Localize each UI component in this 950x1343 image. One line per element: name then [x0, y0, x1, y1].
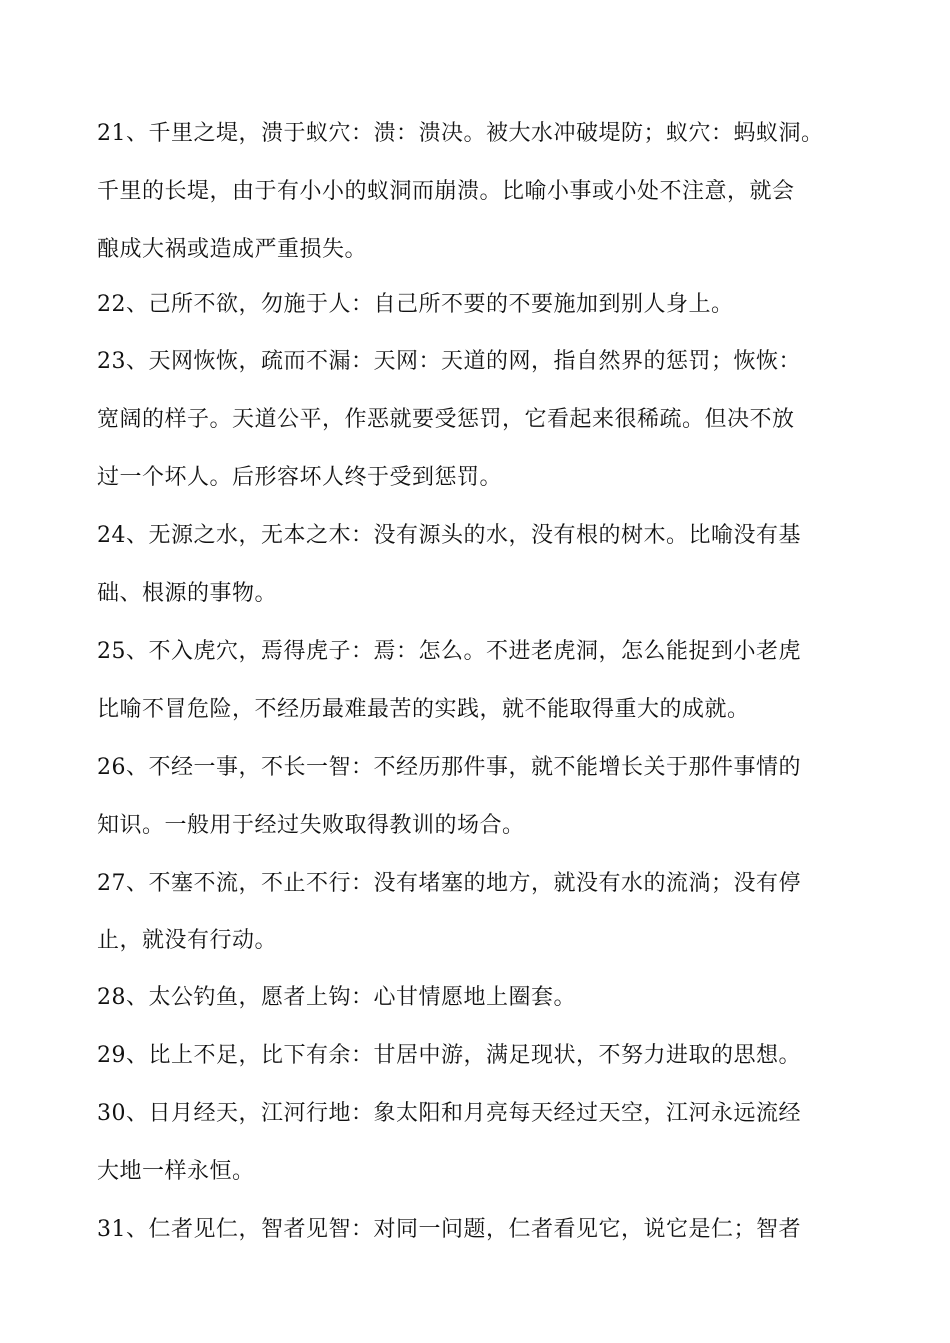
- text-line: 宽阔的样子。天道公平，作恶就要受惩罚，它看起来很稀疏。但决不放: [97, 407, 795, 432]
- text-line: 比喻不冒危险，不经历最难最苦的实践，就不能取得重大的成就。: [97, 697, 750, 722]
- text-line: 知识。一般用于经过失败取得教训的场合。: [97, 813, 525, 838]
- text-line: 止，就没有行动。: [97, 928, 278, 953]
- text-line: 24、无源之水，无本之木：没有源头的水，没有根的树木。比喻没有基: [97, 523, 801, 548]
- text-line: 酿成大祸或造成严重损失。: [97, 237, 368, 262]
- text-line: 大地一样永恒。: [97, 1159, 255, 1184]
- text-line: 31、仁者见仁，智者见智：对同一问题，仁者看见它，说它是仁；智者: [97, 1217, 801, 1242]
- text-line: 千里的长堤，由于有小小的蚁洞而崩溃。比喻小事或小处不注意，就会: [97, 179, 795, 204]
- text-line: 28、太公钓鱼，愿者上钩：心甘情愿地上圈套。: [97, 985, 576, 1010]
- text-line: 22、己所不欲，勿施于人：自己所不要的不要施加到别人身上。: [97, 292, 734, 317]
- text-line: 27、不塞不流，不止不行：没有堵塞的地方，就没有水的流淌；没有停: [97, 871, 801, 896]
- text-line: 30、日月经天，江河行地：象太阳和月亮每天经过天空，江河永远流经: [97, 1101, 801, 1126]
- text-line: 25、不入虎穴，焉得虎子：焉：怎么。不进老虎洞，怎么能捉到小老虎: [97, 639, 801, 664]
- text-line: 26、不经一事，不长一智：不经历那件事，就不能增长关于那件事情的: [97, 755, 801, 780]
- text-line: 过一个坏人。后形容坏人终于受到惩罚。: [97, 465, 503, 490]
- text-line: 础、根源的事物。: [97, 581, 278, 606]
- text-line: 29、比上不足，比下有余：甘居中游，满足现状，不努力进取的思想。: [97, 1043, 801, 1068]
- text-line: 21、千里之堤，溃于蚁穴：溃：溃决。被大水冲破堤防；蚁穴：蚂蚁洞。: [97, 121, 824, 146]
- text-line: 23、天网恢恢，疏而不漏：天网：天道的网，指自然界的惩罚；恢恢：: [97, 349, 801, 374]
